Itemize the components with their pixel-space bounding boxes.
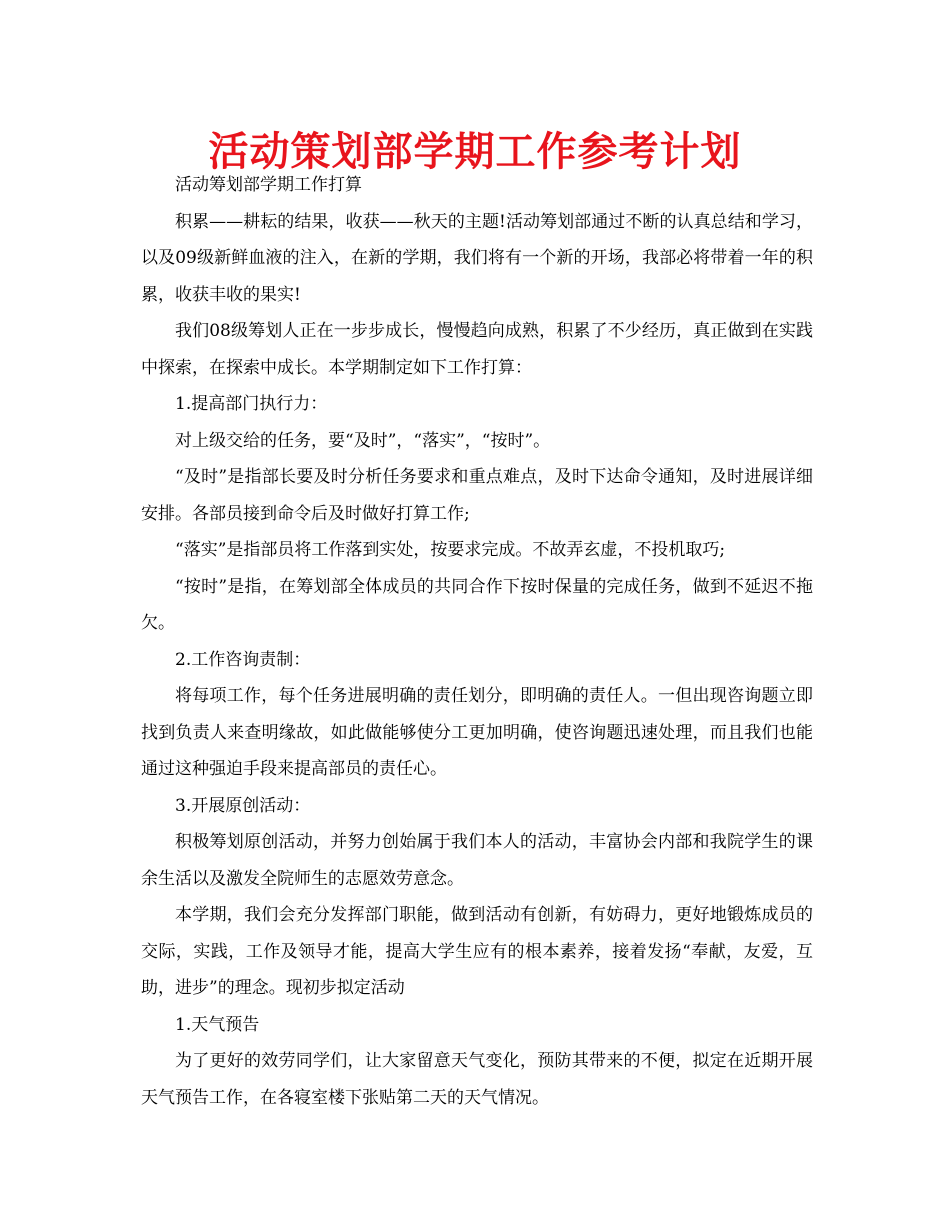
section-heading: 2.工作咨询责制： — [175, 649, 311, 670]
paragraph: 将每项工作，每个任务进展明确的责任划分，即明确的责任人。一但出现咨询题立即找到负责人来查明缘故，如此做能够使分工更加明确，使咨询题迅速处理，而且我们也能通过这种强迫手段来提高部员的责任心。 — [141, 686, 813, 779]
paragraph: “按时”是指，在筹划部全体成员的共同合作下按时保量的完成任务，做到不延迟不拖欠。 — [141, 576, 813, 633]
paragraph: 为了更好的效劳同学们，让大家留意天气变化，预防其带来的不便，拟定在近期开展天气预告工作，在各寝室楼下张贴第二天的天气情况。 — [141, 1051, 813, 1108]
paragraph: 积累——耕耘的结果，收获——秋天的主题!活动筹划部通过不断的认真总结和学习，以及09级新鲜血液的注入，在新的学期，我们将有一个新的开场，我部必将带着一年的积累，收获丰收的果实! — [141, 211, 813, 305]
document-body — [141, 167, 813, 1116]
paragraph: “及时”是指部长要及时分析任务要求和重点难点，及时下达命令通知，及时进展详细安排。各部员接到命令后及时做好打算工作; — [141, 467, 813, 524]
paragraph: 我们08级筹划人正在一步步成长，慢慢趋向成熟，积累了不少经历，真正做到在实践中探索，在探索中成长。本学期制定如下工作打算： — [141, 321, 813, 378]
paragraph: 积极筹划原创活动，并努力创始属于我们本人的活动，丰富协会内部和我院学生的课余生活以及激发全院师生的志愿效劳意念。 — [141, 832, 813, 889]
section-heading: 1.提高部门执行力： — [175, 394, 328, 414]
paragraph: 本学期，我们会充分发挥部门职能，做到活动有创新，有妨碍力，更好地锻炼成员的交际，实践，工作及领导才能，提高大学生应有的根本素养，接着发扬“奉献，友爱，互助，进步”的理念。现初步拟定活动 — [141, 905, 813, 998]
section-heading: 3.开展原创活动： — [175, 795, 311, 816]
paragraph: “落实”是指部员将工作落到实处，按要求完成。不故弄玄虚，不投机取巧; — [175, 540, 726, 560]
document-title: 活动策划部学期工作参考计划 — [208, 128, 742, 175]
paragraph-subtitle: 活动筹划部学期工作打算 — [175, 175, 362, 195]
section-heading: 1.天气预告 — [175, 1014, 260, 1035]
paragraph: 对上级交给的任务，要“及时”，“落实”，“按时”。 — [175, 430, 551, 451]
